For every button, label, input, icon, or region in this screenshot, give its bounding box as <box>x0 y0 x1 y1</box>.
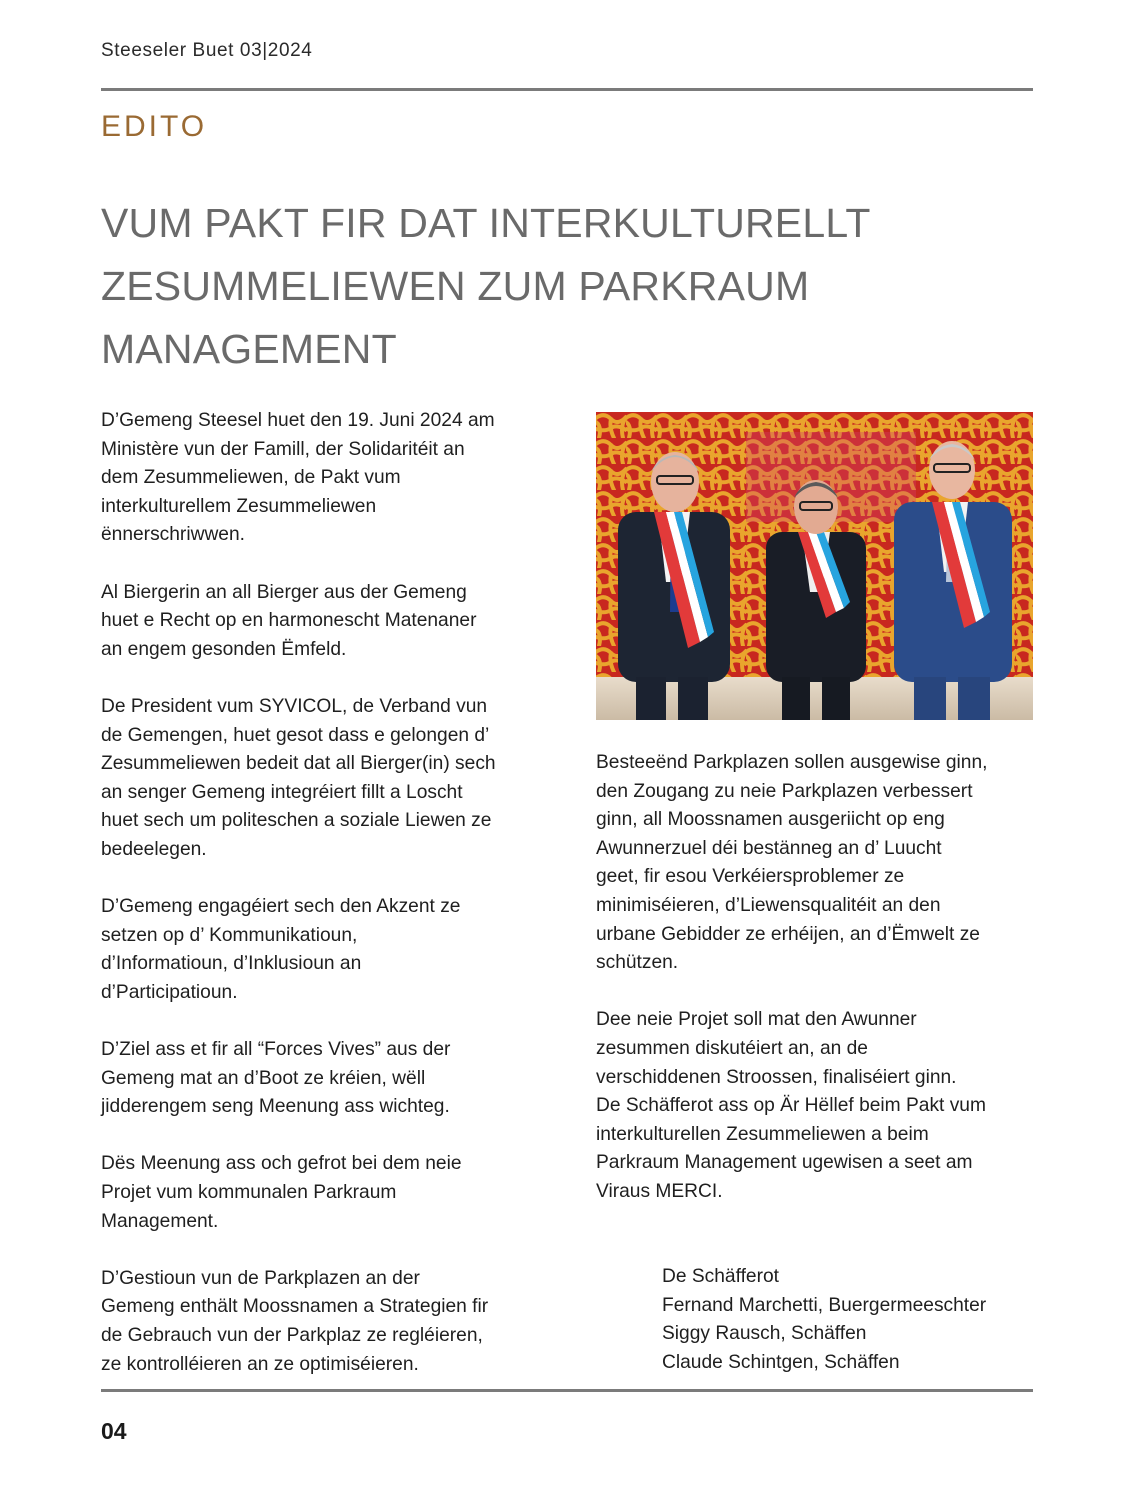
text-line: Viraus MERCI. <box>596 1180 723 1202</box>
text-line: verschiddenen Stroossen, finaliséiert ginn. <box>596 1066 957 1088</box>
text-line: De Schäfferot ass op Är Hëllef beim Pakt vum <box>596 1095 986 1117</box>
text-line: ënnerschriwwen. <box>101 524 245 546</box>
text-line: Zesummeliewen bedeit dat all Bierger(in) sech <box>101 753 496 775</box>
text-line: Ministère vun der Famill, der Solidaritéit an <box>101 438 465 460</box>
text-line: Gemeng mat an d’Boot ze kréien, wëll <box>101 1067 426 1089</box>
text-line: Parkraum Management ugewisen a seet am <box>596 1152 973 1174</box>
text-line: setzen op d’ Kommunikatioun, <box>101 924 358 946</box>
top-divider <box>101 88 1033 91</box>
text-line: den Zougang zu neie Parkplazen verbessert <box>596 780 973 802</box>
text-line: Awunnerzuel déi bestänneg an d’ Luucht <box>596 837 942 859</box>
paragraph <box>596 1092 1046 1206</box>
text-line: d’Informatioun, d’Inklusioun an <box>101 953 362 975</box>
text-line: Dee neie Projet soll mat den Awunner <box>596 1009 917 1031</box>
paragraph <box>101 1265 551 1379</box>
paragraph <box>101 1036 551 1122</box>
text-line: Besteeënd Parkplazen sollen ausgewise ginn, <box>596 752 988 773</box>
text-line: Management. <box>101 1210 219 1232</box>
right-column <box>596 749 1046 1207</box>
text-line: minimiséieren, d’Liewensqualitéit an den <box>596 894 941 916</box>
text-line: bedeelegen. <box>101 838 207 860</box>
left-column <box>101 407 551 1379</box>
text-line: schützen. <box>596 952 679 974</box>
text-line: d’Participatioun. <box>101 981 238 1003</box>
text-line: geet, fir esou Verkéiersproblemer ze <box>596 866 905 888</box>
publication-header: Steeseler Buet 03|2024 <box>101 40 313 61</box>
bottom-divider <box>101 1389 1033 1392</box>
text-line: Projet vum kommunalen Parkraum <box>101 1182 397 1204</box>
paragraph <box>101 1150 551 1236</box>
signature-line: Fernand Marchetti, Buergermeeschter <box>662 1294 987 1316</box>
paragraph <box>101 579 551 665</box>
text-line: interkulturellen Zesummeliewen a beim <box>596 1123 929 1145</box>
text-line: D’Gestioun vun de Parkplazen an der <box>101 1267 420 1289</box>
text-line: D’Gemeng Steesel huet den 19. Juni 2024 am <box>101 410 495 431</box>
title-line: MANAGEMENT <box>101 326 397 372</box>
signature-line: Claude Schintgen, Schäffen <box>662 1351 900 1373</box>
text-line: de Gebrauch vun der Parkplaz ze regléieren, <box>101 1325 483 1346</box>
signature-line: De Schäfferot <box>662 1266 779 1287</box>
text-line: Dës Meenung ass och gefrot bei dem neie <box>101 1153 462 1175</box>
paragraph <box>596 1006 1046 1092</box>
text-line: Gemeng enthält Moossnamen a Strategien fir <box>101 1296 489 1318</box>
text-line: ginn, all Moossnamen ausgeriicht op eng <box>596 809 945 831</box>
paragraph <box>101 407 551 550</box>
text-line: interkulturellem Zesummeliewen <box>101 495 377 517</box>
page-number: 04 <box>101 1418 127 1444</box>
text-line: D’Ziel ass et fir all “Forces Vives” aus der <box>101 1039 451 1061</box>
text-line: an engem gesonden Ëmfeld. <box>101 638 347 660</box>
text-line: urbane Gebidder ze erhéijen, an d’Ëmwelt ze <box>596 923 980 945</box>
text-line: Al Biergerin an all Bierger aus der Gemeng <box>101 581 467 603</box>
text-line: D’Gemeng engagéiert sech den Akzent ze <box>101 896 461 918</box>
text-line: ze kontrolléieren an ze optimiséieren. <box>101 1353 419 1375</box>
signature-line: Siggy Rausch, Schäffen <box>662 1323 867 1345</box>
text-line: dem Zesummeliewen, de Pakt vum <box>101 467 401 489</box>
text-line: huet sech um politeschen a soziale Liewen ze <box>101 810 492 832</box>
text-line: jidderengem seng Meenung ass wichteg. <box>101 1096 450 1118</box>
title-line: VUM PAKT FIR DAT INTERKULTURELLT <box>101 200 871 246</box>
text-line: zesummen diskutéiert an, an de <box>596 1037 868 1059</box>
text-line: De President vum SYVICOL, de Verband vun <box>101 695 488 717</box>
text-line: de Gemengen, huet gesot dass e gelongen d’ <box>101 724 490 746</box>
paragraph <box>101 693 551 865</box>
paragraph <box>596 749 1046 978</box>
section-label: EDITO <box>101 110 208 143</box>
council-photo <box>596 412 1033 720</box>
text-line: huet e Recht op en harmonescht Matenaner <box>101 610 477 632</box>
title-line: ZESUMMELIEWEN ZUM PARKRAUM <box>101 263 810 309</box>
paragraph <box>101 893 551 1007</box>
article-title <box>101 192 1001 381</box>
signature-block <box>662 1263 986 1377</box>
text-line: an senger Gemeng integréiert fillt a Loscht <box>101 781 463 803</box>
